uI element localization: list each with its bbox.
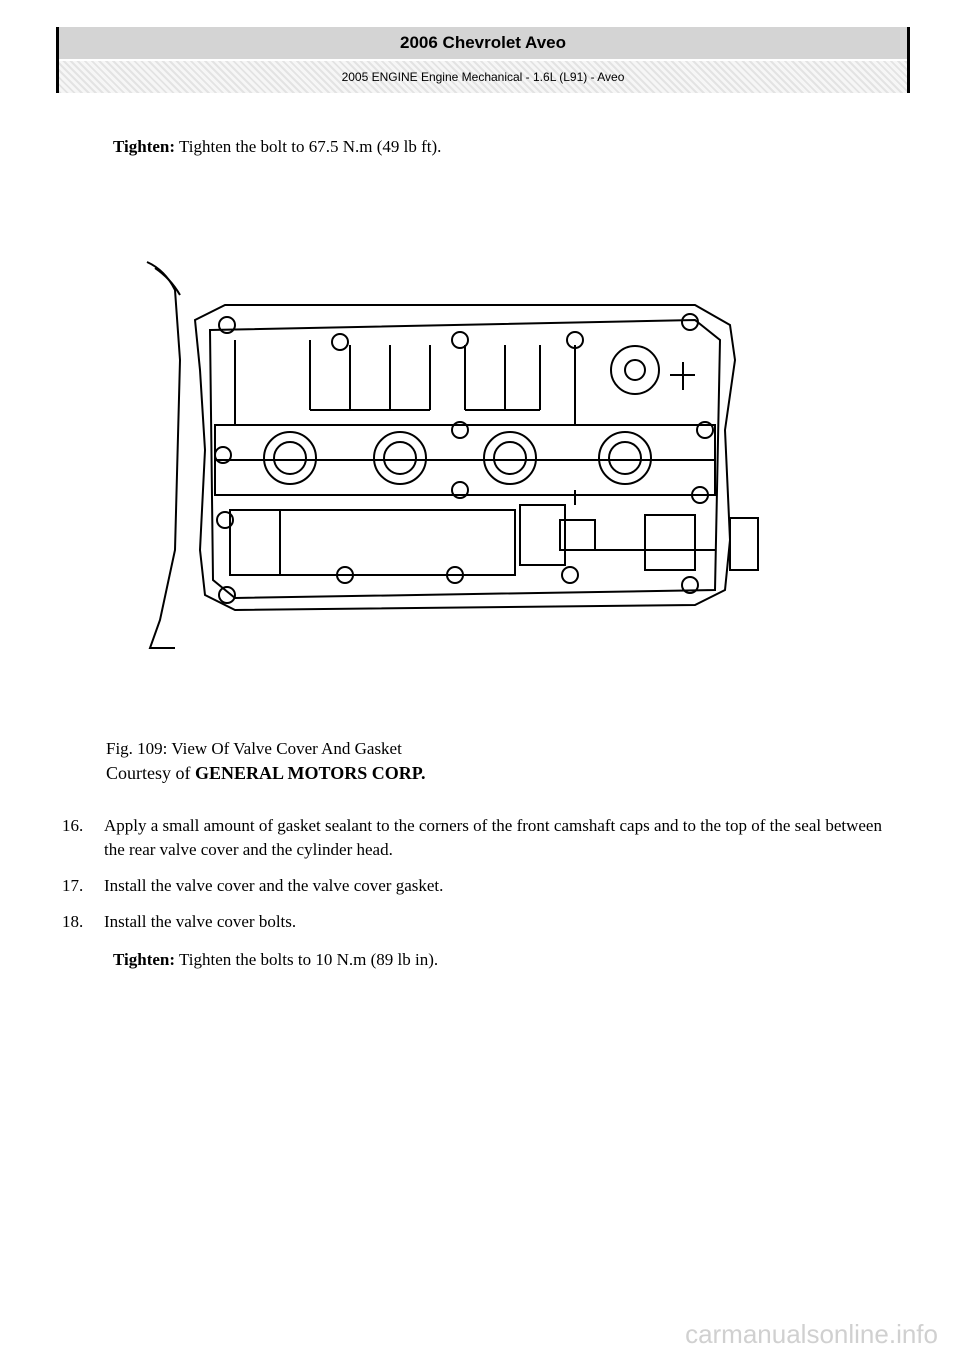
step-text: Install the valve cover and the valve cover gasket. bbox=[104, 876, 444, 895]
step-text: Install the valve cover bolts. bbox=[104, 912, 297, 931]
step-item bbox=[62, 910, 892, 934]
step-number: 17. bbox=[62, 876, 84, 895]
tighten-text: Tighten the bolts to 10 N.m (89 lb in). bbox=[179, 950, 439, 969]
figure-caption: Fig. 109: View Of Valve Cover And Gasket bbox=[106, 739, 402, 758]
site-watermark: carmanualsonline.info bbox=[685, 1319, 938, 1349]
document-subtitle: 2005 ENGINE Engine Mechanical - 1.6L (L91) - Aveo bbox=[59, 61, 907, 93]
tighten-text: Tighten the bolt to 67.5 N.m (49 lb ft). bbox=[179, 137, 442, 156]
tighten-label: Tighten: bbox=[113, 137, 176, 156]
courtesy-org: GENERAL MOTORS CORP. bbox=[195, 763, 426, 783]
step-item bbox=[62, 874, 892, 898]
page-header bbox=[56, 27, 910, 93]
figure-caption-block bbox=[106, 736, 426, 786]
step-item bbox=[62, 814, 892, 862]
step-number: 18. bbox=[62, 912, 84, 931]
valve-cover-diagram bbox=[135, 250, 765, 660]
tighten-label: Tighten: bbox=[113, 950, 176, 969]
figure-courtesy bbox=[106, 761, 426, 786]
step-text: Apply a small amount of gasket sealant to the corners of the front camshaft caps and to the top of the seal between the rear valve cover and the cylinder head. bbox=[104, 816, 882, 859]
tighten-spec-top bbox=[113, 137, 441, 157]
tighten-spec-bottom bbox=[113, 950, 438, 970]
step-number: 16. bbox=[62, 816, 84, 835]
procedure-steps bbox=[62, 814, 892, 946]
courtesy-prefix: Courtesy of bbox=[106, 763, 191, 783]
document-title: 2006 Chevrolet Aveo bbox=[59, 27, 907, 59]
